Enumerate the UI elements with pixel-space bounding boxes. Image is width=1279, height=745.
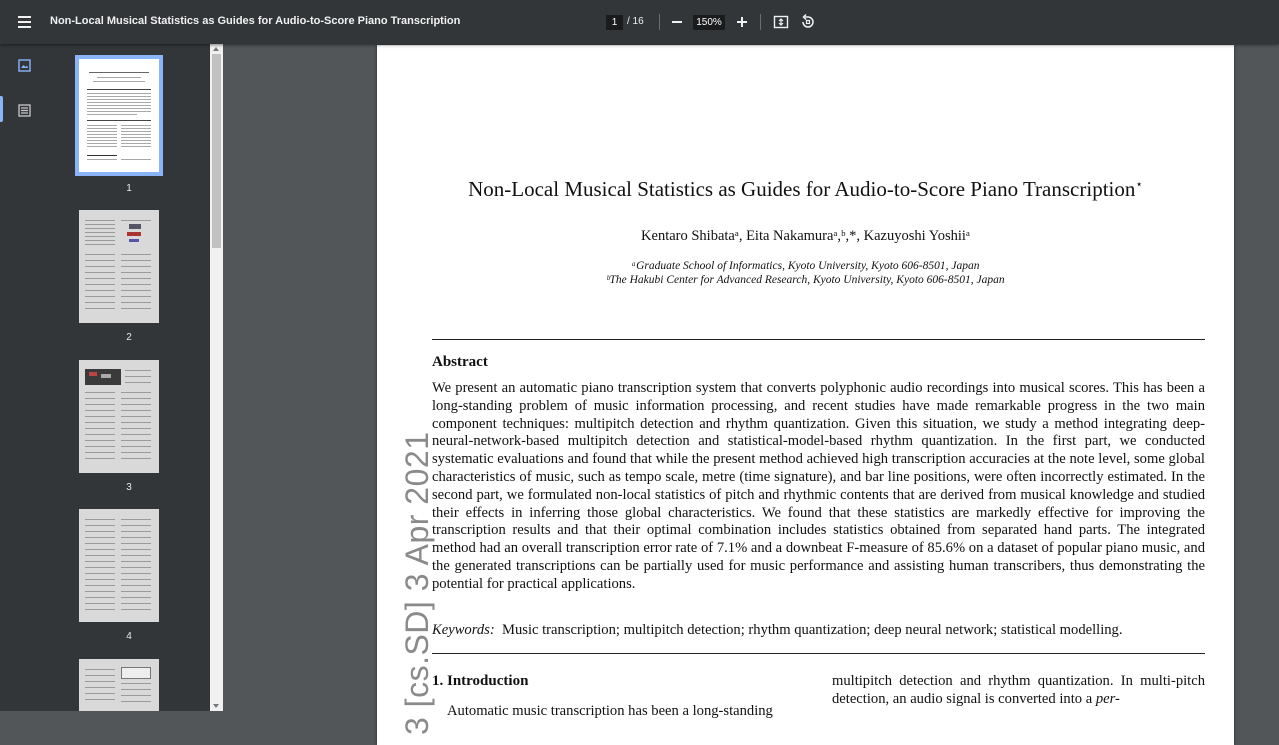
keywords-label: Keywords: — [432, 622, 495, 638]
scroll-down-icon[interactable] — [213, 704, 219, 708]
col2-italic: per- — [1095, 690, 1120, 707]
thumbnail-label: 4 — [126, 631, 132, 642]
thumbnail-page-1[interactable] — [79, 59, 159, 172]
abstract-heading: Abstract — [432, 354, 488, 370]
keywords-line — [432, 622, 1205, 639]
thumbnail-page-3[interactable] — [79, 360, 159, 473]
page-total: / 16 — [627, 16, 644, 27]
menu-icon[interactable] — [14, 12, 36, 32]
sidebar-rail — [0, 44, 48, 711]
arxiv-identifier: 3 [cs.SD] 3 Apr 2021 — [399, 431, 435, 735]
document-title: Non-Local Musical Statistics as Guides for Audio-to-Score Piano Transcription — [50, 15, 461, 27]
abstract-text: We present an automatic piano transcription system that converts polyphonic audio recordings into musical scores. This has been a long-standing problem of music information processing, and recent studies have made remarkable progress in the two main component techniques: multipitch detection and rhythm quantization. Given this situation, we study a method integrating deep-neural-network-based multipitch detection and statistical-model-based rhythm quantization. In the first part, we conducted systematic evaluations and found that while the present method achieved high transcription accuracies at the note level, some global characteristics of music, such as tempo scale, metre (time signature), and bar line positions, were often incorrectly estimated. In the second part, we formulated non-local statistics of pitch and rhythmic contents that are derived from musical knowledge and studied their effects in inferring those global characteristics. We found that these statistics are markedly effective for improving the transcription results and that their optimal combination includes statistics obtained from separated hand parts. The integrated method had an overall transcription error rate of 7.1% and a downbeat F-measure of 85.6% on a dataset of popular piano music, and the generated transcriptions can be partially used for music performance and assisting human transcribers, thus demonstrating the potential for practical applications. — [432, 380, 1205, 592]
affiliation-a: ᵃGraduate School of Informatics, Kyoto University, Kyoto 606-8501, Japan — [631, 260, 980, 272]
divider — [432, 653, 1205, 654]
zoom-in-button[interactable] — [733, 13, 751, 31]
thumbnail-page-4[interactable] — [79, 509, 159, 622]
thumbnail-page-5[interactable] — [79, 659, 159, 711]
body-text-column-2 — [832, 673, 1205, 709]
affiliation-b: ᵇThe Hakubi Center for Advanced Research, Kyoto University, Kyoto 606-8501, Japan — [606, 274, 1005, 286]
thumbnail-scrollbar[interactable] — [210, 44, 223, 711]
outline-icon[interactable] — [17, 103, 32, 118]
fit-to-page-icon[interactable] — [773, 14, 789, 30]
keywords-text: Music transcription; multipitch detection; rhythm quantization; deep neural network; statistical modelling. — [502, 622, 1123, 638]
scroll-up-icon[interactable] — [213, 47, 219, 51]
thumbnail-panel — [48, 44, 210, 711]
section-heading: 1. Introduction — [432, 673, 529, 689]
pdf-page — [377, 45, 1234, 745]
thumbnail-page-2[interactable] — [79, 210, 159, 323]
col2-text: multipitch detection and rhythm quantization. In multi-pitch detection, an audio signal is converted into a — [832, 673, 1205, 707]
toolbar — [0, 0, 1279, 44]
divider — [432, 339, 1205, 340]
paper-title — [377, 177, 1234, 202]
thumbnail-label: 3 — [126, 482, 132, 493]
paper-authors: Kentaro Shibataᵃ, Eita Nakamuraᵃ,ᵇ,*, Kazuyoshi Yoshiiᵃ — [641, 228, 970, 244]
zoom-level-input[interactable]: 150% — [693, 15, 725, 30]
toolbar-divider — [659, 14, 660, 30]
title-footnote-mark: ⋆ — [1135, 177, 1143, 191]
toolbar-divider — [760, 14, 761, 30]
thumbnails-icon[interactable] — [17, 58, 32, 73]
active-indicator — [0, 96, 3, 122]
rotate-icon[interactable] — [799, 13, 817, 31]
paper-title-text: Non-Local Musical Statistics as Guides for Audio-to-Score Piano Transcription — [468, 177, 1136, 201]
scrollbar-thumb[interactable] — [212, 54, 221, 248]
zoom-out-button[interactable] — [668, 13, 686, 31]
thumbnail-label: 2 — [126, 332, 132, 343]
thumbnail-label: 1 — [126, 183, 132, 194]
body-text: Automatic music transcription has been a long-standing — [447, 703, 773, 719]
page-number-input[interactable]: 1 — [606, 15, 623, 30]
